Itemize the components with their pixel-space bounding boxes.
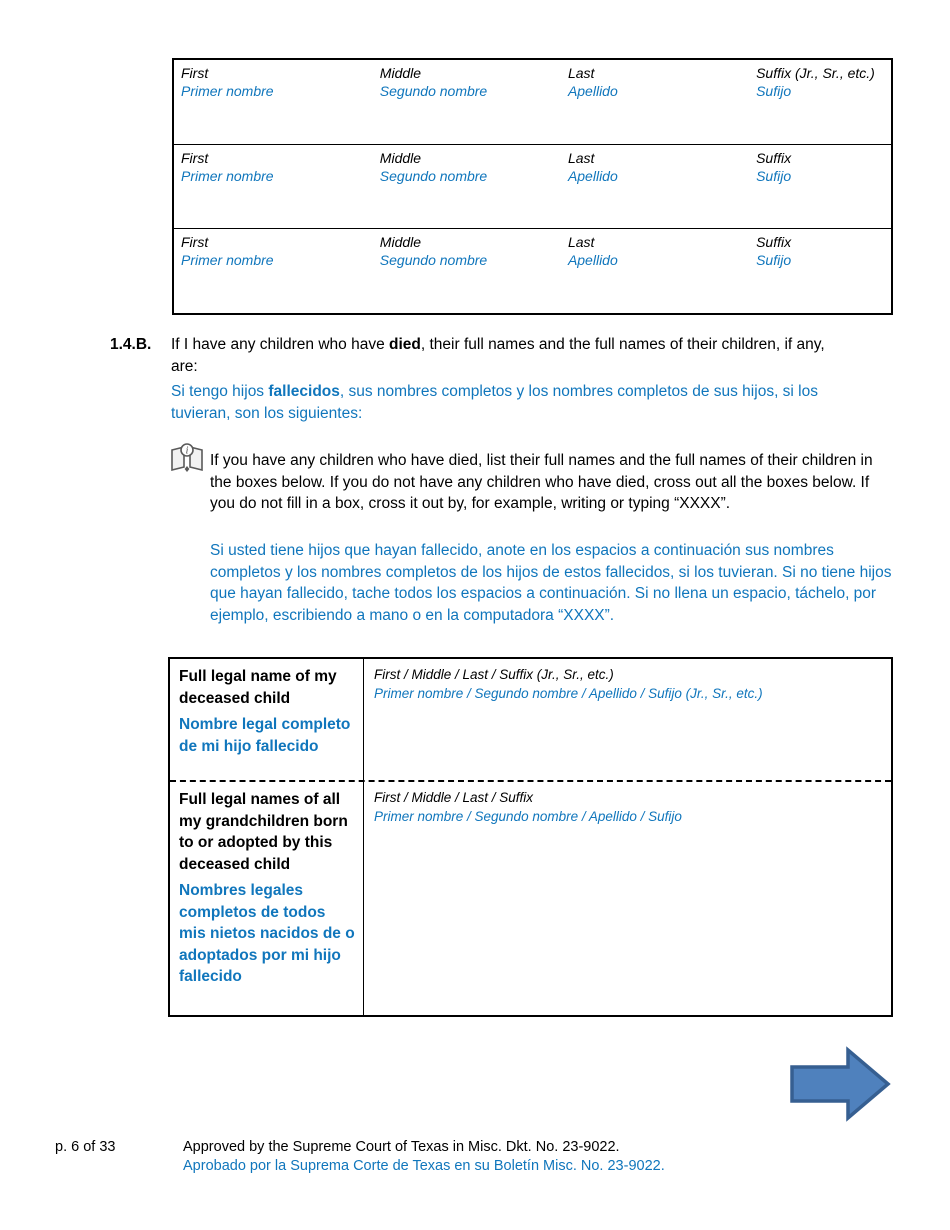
- field-label-en: Middle: [379, 65, 422, 81]
- field-label-es: Apellido: [567, 252, 618, 269]
- field-label-en: Suffix (Jr., Sr., etc.): [756, 65, 875, 81]
- last-name-field[interactable]: [568, 149, 756, 229]
- field-label-en: First: [181, 149, 209, 166]
- field-label-es: Apellido: [567, 167, 618, 184]
- field-label-en: Last: [567, 149, 595, 166]
- section-text-es: [171, 381, 859, 424]
- living-children-name-table: [172, 58, 893, 315]
- suffix-field[interactable]: [756, 64, 891, 144]
- grandchildren-names-field[interactable]: [364, 782, 891, 1015]
- grandchildren-names-header: [170, 782, 364, 1015]
- section-text-en-part: If I have any children who have: [171, 336, 389, 353]
- approval-note: [183, 1138, 665, 1176]
- field-label-es: Segundo nombre: [379, 83, 488, 99]
- section-text-es-part: Si tengo hijos: [171, 383, 269, 400]
- deceased-child-name-header: [170, 659, 364, 780]
- page-number: p. 6 of 33: [55, 1139, 116, 1155]
- field-label-en: Last: [567, 234, 595, 251]
- header-en: Full legal name of my deceased child: [179, 668, 337, 707]
- field-label-es: Segundo nombre: [379, 167, 488, 184]
- field-label-es: Sufijo: [756, 167, 792, 184]
- section-text-es-part: , sus nombres completos y los nombres completos de sus hijos, si los tuvieran, son los siguientes:: [171, 383, 818, 422]
- svg-text:i: i: [185, 445, 189, 457]
- header-es: Nombres legales completos de todos mis nietos nacidos de o adoptados por mi hijo fallecido: [179, 882, 355, 985]
- suffix-field[interactable]: [756, 149, 891, 229]
- field-label-es: Primer nombre / Segundo nombre / Apellido / Sufijo: [374, 809, 682, 824]
- deceased-child-table: [168, 657, 893, 1017]
- deceased-child-name-field[interactable]: [364, 659, 891, 780]
- section-text-en-part: , their full names and the full names of their children, if any, are:: [171, 336, 825, 375]
- table-row: [170, 780, 891, 1015]
- field-label-en: Suffix: [756, 234, 792, 251]
- last-name-field[interactable]: [568, 233, 756, 313]
- field-label-en: First: [181, 234, 209, 251]
- field-label-en: First: [181, 65, 209, 81]
- middle-name-field[interactable]: [380, 233, 568, 313]
- field-label-es: Apellido: [567, 83, 618, 99]
- first-name-field[interactable]: [181, 64, 380, 144]
- field-label-es: Sufijo: [756, 83, 792, 99]
- field-label-es: Primer nombre: [181, 252, 274, 269]
- section-text-en: [171, 334, 839, 377]
- field-label-es: Primer nombre: [181, 167, 274, 184]
- last-name-field[interactable]: [568, 64, 756, 144]
- first-name-field[interactable]: [181, 149, 380, 229]
- next-page-arrow-icon: [789, 1046, 893, 1122]
- middle-name-field[interactable]: [380, 64, 568, 144]
- table-row: [170, 659, 891, 780]
- field-label-en: Middle: [379, 149, 422, 166]
- name-entry-row[interactable]: [174, 144, 891, 229]
- field-label-en: First / Middle / Last / Suffix (Jr., Sr., etc.): [374, 667, 614, 682]
- approval-note-es: Aprobado por la Suprema Corte de Texas en su Boletín Misc. No. 23-9022.: [183, 1158, 665, 1174]
- field-label-en: Last: [567, 65, 595, 81]
- field-label-en: Middle: [379, 234, 422, 251]
- open-book-info-icon: [169, 442, 205, 476]
- instruction-text-en: If you have any children who have died, list their full names and the full names of their children in the boxes below. If you do not have any children who have died, cross out all the boxes below. If you do not fill in a box, cross it out by, for example, writing or typing “XXXX”.: [210, 452, 873, 512]
- section-text-en-bold: died: [389, 336, 421, 353]
- field-label-es: Segundo nombre: [379, 252, 488, 269]
- field-label-es: Sufijo: [756, 252, 792, 269]
- section-text-es-bold: fallecidos: [268, 383, 340, 400]
- field-label-en: Suffix: [756, 149, 792, 166]
- section-number: 1.4.B.: [110, 336, 152, 353]
- name-entry-row[interactable]: [174, 228, 891, 313]
- name-entry-row[interactable]: [174, 60, 891, 144]
- middle-name-field[interactable]: [380, 149, 568, 229]
- first-name-field[interactable]: [181, 233, 380, 313]
- field-label-en: First / Middle / Last / Suffix: [374, 790, 534, 805]
- header-en: Full legal names of all my grandchildren born to or adopted by this deceased child: [179, 791, 348, 873]
- header-es: Nombre legal completo de mi hijo fallecido: [179, 716, 351, 755]
- instruction-text-es: Si usted tiene hijos que hayan fallecido, anote en los espacios a continuación sus nombres completos y los nombres completos de los hijos de estos fallecidos, si los tuvieran. Si no tiene hijos que hayan fallecido, tache todos los espacios a continuación. Si no llena un espacio, táchelo, por ejemplo, escribiendo a mano o en la computadora “XXXX”.: [210, 542, 892, 624]
- field-label-es: Primer nombre: [181, 83, 274, 99]
- approval-note-en: Approved by the Supreme Court of Texas in Misc. Dkt. No. 23-9022.: [183, 1139, 620, 1155]
- field-label-es: Primer nombre / Segundo nombre / Apellido / Sufijo (Jr., Sr., etc.): [374, 686, 763, 701]
- suffix-field[interactable]: [756, 233, 891, 313]
